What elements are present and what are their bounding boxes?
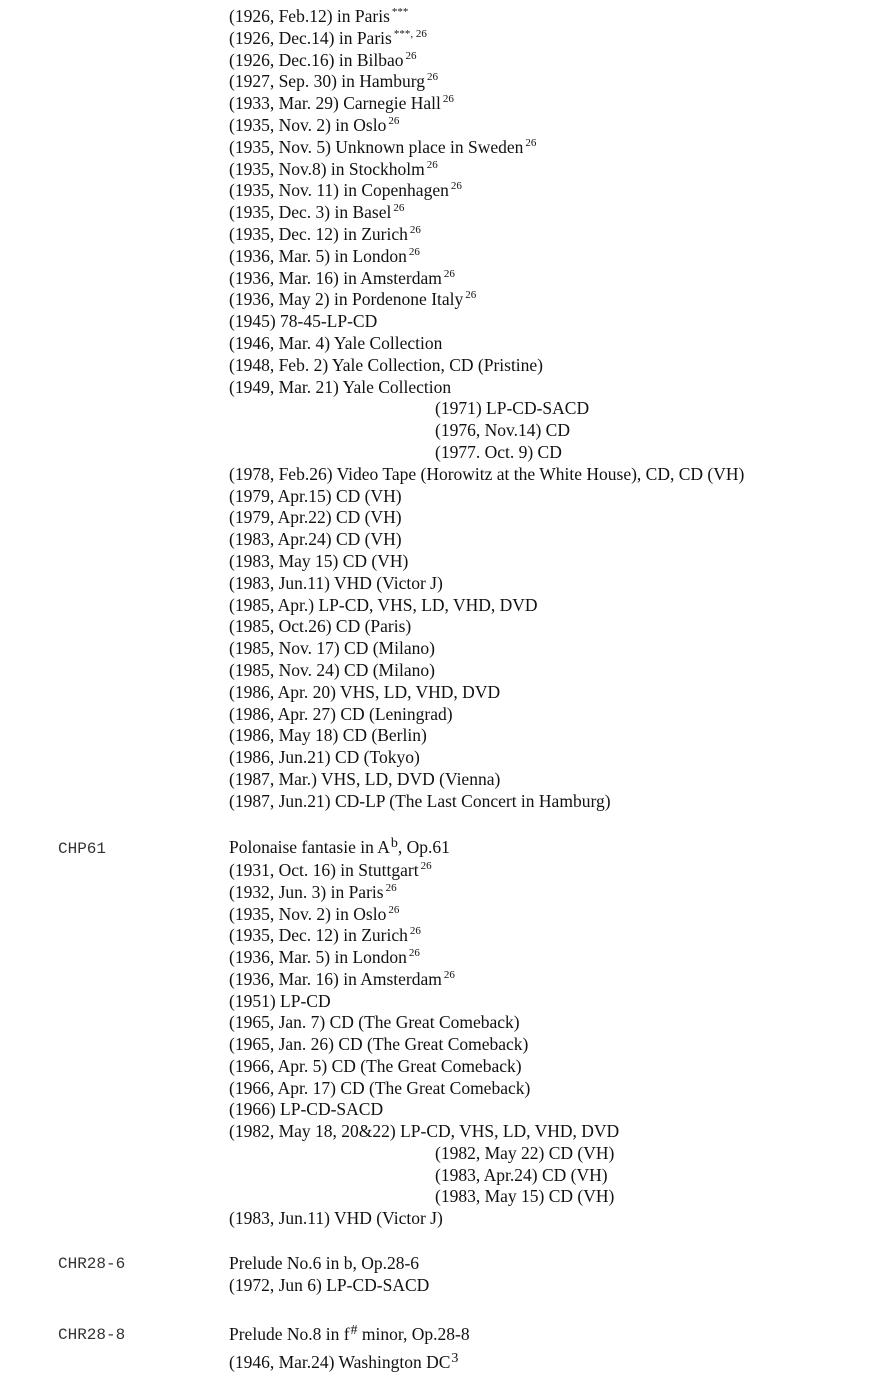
recording-entry: (1935, Dec. 12) in Zurich $^{26}$ (229, 925, 421, 946)
footnote-marker: *** (391, 6, 409, 18)
recording-entry: (1986, Apr. 20) VHS, LD, VHD, DVD (229, 681, 501, 702)
recording-entry: (1983, Apr.24) CD (VH) (229, 529, 402, 550)
recording-entry: (1983, May 15) CD (VH) (435, 1186, 615, 1207)
recording-entry: (1926, Feb.12) in Paris *** (229, 6, 409, 26)
recording-entry: (1966, Apr. 5) CD (The Great Comeback) (229, 1055, 522, 1076)
footnote-marker: 26 (408, 947, 420, 959)
recording-entry: (1927, Sep. 30) in Hamburg $^{26}$ (229, 71, 439, 92)
recording-entry: (1987, Jun.21) CD-LP (The Last Concert in Hamburg) (229, 790, 611, 811)
recording-entry: (1982, May 18, 20&22) LP-CD, VHS, LD, VHD, DVD (229, 1121, 620, 1141)
recording-entry: (1933, Mar. 29) Carnegie Hall $^{26}$ (229, 93, 454, 114)
footnote-marker: 26 (385, 881, 397, 894)
work-title: Prelude No.6 in b, Op.28-6 (229, 1253, 420, 1273)
recording-entry: (1936, Mar. 16) in Amsterdam $^{26}$ (229, 267, 455, 288)
footnote-marker: 26 (408, 245, 420, 258)
footnote-marker: 26 (443, 267, 455, 280)
work-code: CHR28-8 (58, 1326, 126, 1344)
work-title: Prelude No.8 in f# minor, Op.28-8 (229, 1323, 470, 1344)
recording-entry: (1976, Nov.14) CD (435, 420, 570, 441)
footnote-marker: 3 (451, 1351, 459, 1366)
footnote-marker: 26 (420, 860, 432, 872)
recording-entry: (1978, Feb.26) Video Tape (Horowitz at the White House), CD, CD (VH) (229, 463, 745, 484)
recording-entry: (1935, Nov. 5) Unknown place in Sweden $^{26}$ (229, 136, 537, 157)
recording-entry: (1983, Jun.11) VHD (Victor J) (229, 1208, 443, 1228)
recording-entry: (1951) LP-CD (229, 990, 331, 1011)
recording-entry: (1986, Jun.21) CD (Tokyo) (229, 747, 420, 768)
recording-entry: (1971) LP-CD-SACD (435, 398, 590, 419)
recording-entry: (1977. Oct. 9) CD (435, 442, 562, 462)
recording-entry: (1935, Nov. 11) in Copenhagen $^{26}$ (229, 180, 462, 201)
recording-entry: (1986, Apr. 27) CD (Leningrad) (229, 703, 453, 724)
work-code: CHR28-6 (58, 1255, 126, 1273)
recording-entry: (1985, Apr.) LP-CD, VHS, LD, VHD, DVD (229, 594, 538, 615)
footnote-marker: 26 (426, 158, 438, 171)
recording-entry: (1926, Dec.14) in Paris $^{***, 26}$ (229, 27, 427, 48)
footnote-marker: 26 (409, 224, 421, 236)
recording-entry: (1949, Mar. 21) Yale Collection (229, 376, 452, 397)
recording-entry: (1987, Mar.) VHS, LD, DVD (Vienna) (229, 769, 501, 789)
recording-entry: (1965, Jan. 26) CD (The Great Comeback) (229, 1034, 529, 1054)
footnote-marker: 26 (442, 93, 454, 106)
recording-entry: (1985, Nov. 17) CD (Milano) (229, 638, 435, 659)
recording-entry: (1945) 78-45-LP-CD (229, 311, 378, 332)
footnote-marker: ***, 26 (393, 27, 427, 40)
recording-entry: (1935, Nov. 2) in Oslo $^{26}$ (229, 903, 400, 924)
recording-entry: (1935, Dec. 3) in Basel $^{26}$ (229, 202, 405, 223)
recording-entry: (1946, Mar. 4) Yale Collection (229, 333, 443, 353)
footnote-marker: 26 (465, 289, 477, 302)
recording-entry: (1935, Nov. 2) in Oslo $^{26}$ (229, 115, 400, 135)
recording-entry: (1972, Jun 6) LP-CD-SACD (229, 1275, 430, 1295)
recording-entry: (1935, Nov.8) in Stockholm $^{26}$ (229, 158, 438, 179)
footnote-marker: 26 (427, 71, 439, 84)
recording-entry: (1979, Apr.15) CD (VH) (229, 485, 402, 506)
recording-entry: (1926, Dec.16) in Bilbao $^{26}$ (229, 49, 417, 70)
work-code: CHP61 (58, 840, 107, 858)
footnote-marker: 26 (450, 180, 462, 193)
footnote-marker: 26 (409, 925, 421, 938)
recording-entry: (1936, Mar. 16) in Amsterdam $^{26}$ (229, 968, 455, 989)
recording-entry: (1985, Oct.26) CD (Paris) (229, 616, 412, 637)
recording-entry: (1985, Nov. 24) CD (Milano) (229, 660, 435, 680)
footnote-marker: 26 (388, 903, 400, 916)
recording-entry: (1983, Apr.24) CD (VH) (435, 1164, 608, 1185)
footnote-marker: 26 (443, 968, 455, 981)
recording-entry: (1965, Jan. 7) CD (The Great Comeback) (229, 1012, 520, 1033)
footnote-marker: 26 (525, 136, 537, 149)
recording-entry: (1983, Jun.11) VHD (Victor J) (229, 572, 443, 593)
recording-entry: (1966, Apr. 17) CD (The Great Comeback) (229, 1077, 531, 1098)
recording-entry: (1983, May 15) CD (VH) (229, 551, 409, 571)
recording-entry: (1982, May 22) CD (VH) (435, 1142, 615, 1163)
work-title: Polonaise fantasie in $A^b$, Op.61 (229, 836, 450, 857)
recording-entry: (1948, Feb. 2) Yale Collection, CD (Pristine) (229, 354, 544, 375)
recording-entry: (1936, Mar. 5) in London $^{26}$ (229, 245, 420, 266)
recording-entry: (1979, Apr.22) CD (VH) (229, 507, 402, 528)
recording-entry: (1986, May 18) CD (Berlin) (229, 725, 427, 746)
recording-entry: (1931, Oct. 16) in Stuttgart $^{26}$ (229, 860, 432, 880)
recording-entry: (1932, Jun. 3) in Paris $^{26}$ (229, 881, 397, 902)
footnote-marker: 26 (388, 115, 400, 127)
recording-entry: (1936, May 2) in Pordenone Italy $^{26}$ (229, 289, 477, 310)
recording-entry: (1935, Dec. 12) in Zurich $^{26}$ (229, 224, 421, 244)
flat-symbol: b (390, 836, 398, 851)
footnote-marker: 26 (393, 202, 405, 215)
recording-entry: (1936, Mar. 5) in London $^{26}$ (229, 947, 420, 967)
recording-entry: (1966) LP-CD-SACD (229, 1099, 384, 1120)
recording-entry: (1946, Mar.24) Washington $DC^3$ (229, 1351, 459, 1372)
footnote-marker: 26 (405, 49, 417, 62)
sharp-symbol: # (350, 1323, 358, 1338)
